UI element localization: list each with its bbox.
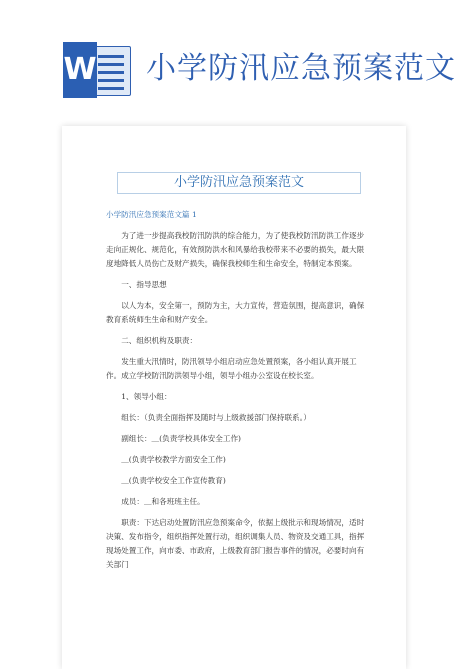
paragraph: ＿(负责学校安全工作宣传教育) <box>121 476 226 485</box>
document-header <box>0 0 474 130</box>
document-title: 小学防汛应急预案范文 <box>117 172 361 194</box>
paragraph: 二、组织机构及职责： <box>121 336 198 345</box>
paragraph: 副组长：＿(负责学校具体安全工作) <box>121 434 242 443</box>
document-page <box>62 126 406 669</box>
paragraph: 为了进一步提高我校防汛防洪的综合能力，为了使我校防汛防洪工作逐步走向正规化、规范化，有效预防洪水和风暴给我校带来不必要的损失，最大限度地降低人员伤亡及财产损失，确保我校师生和生命安全，特制定本预案。 <box>106 231 365 268</box>
paragraph: ＿(负责学校教学方面安全工作) <box>121 455 226 464</box>
paragraph: 发生重大汛情时，防汛领导小组启动应急处置预案，各小组认真开展工作。成立学校防汛防洪领导小组，领导小组办公室设在校长室。 <box>106 357 357 380</box>
word-icon-letter: W <box>63 42 97 98</box>
paragraph: 成员：＿和各班班主任。 <box>121 497 205 506</box>
paragraph: 1、领导小组： <box>121 392 172 401</box>
paragraph: 职责：下达启动处置防汛应急预案命令，依据上级批示和现场情况，适时决策、发布指令，组织指挥处置行动，组织调集人员、物资及交通工具，指挥现场处置工作，向市委、市政府，上级教育部门报告事件的情况，必要时向有关部门 <box>106 518 365 569</box>
paragraph: 以人为本，安全第一，预防为主，大力宣传，营造氛围，提高意识，确保教育系统师生生命和财产安全。 <box>106 301 365 324</box>
word-document-icon <box>63 42 131 98</box>
document-body <box>106 208 371 579</box>
section-heading: 小学防汛应急预案范文篇 1 <box>106 210 197 219</box>
paragraph: 一、指导思想 <box>121 280 167 289</box>
page-title: 小学防汛应急预案范文 <box>146 51 456 86</box>
paragraph: 组长：（负责全面指挥及随时与上级救援部门保持联系。） <box>121 413 312 422</box>
